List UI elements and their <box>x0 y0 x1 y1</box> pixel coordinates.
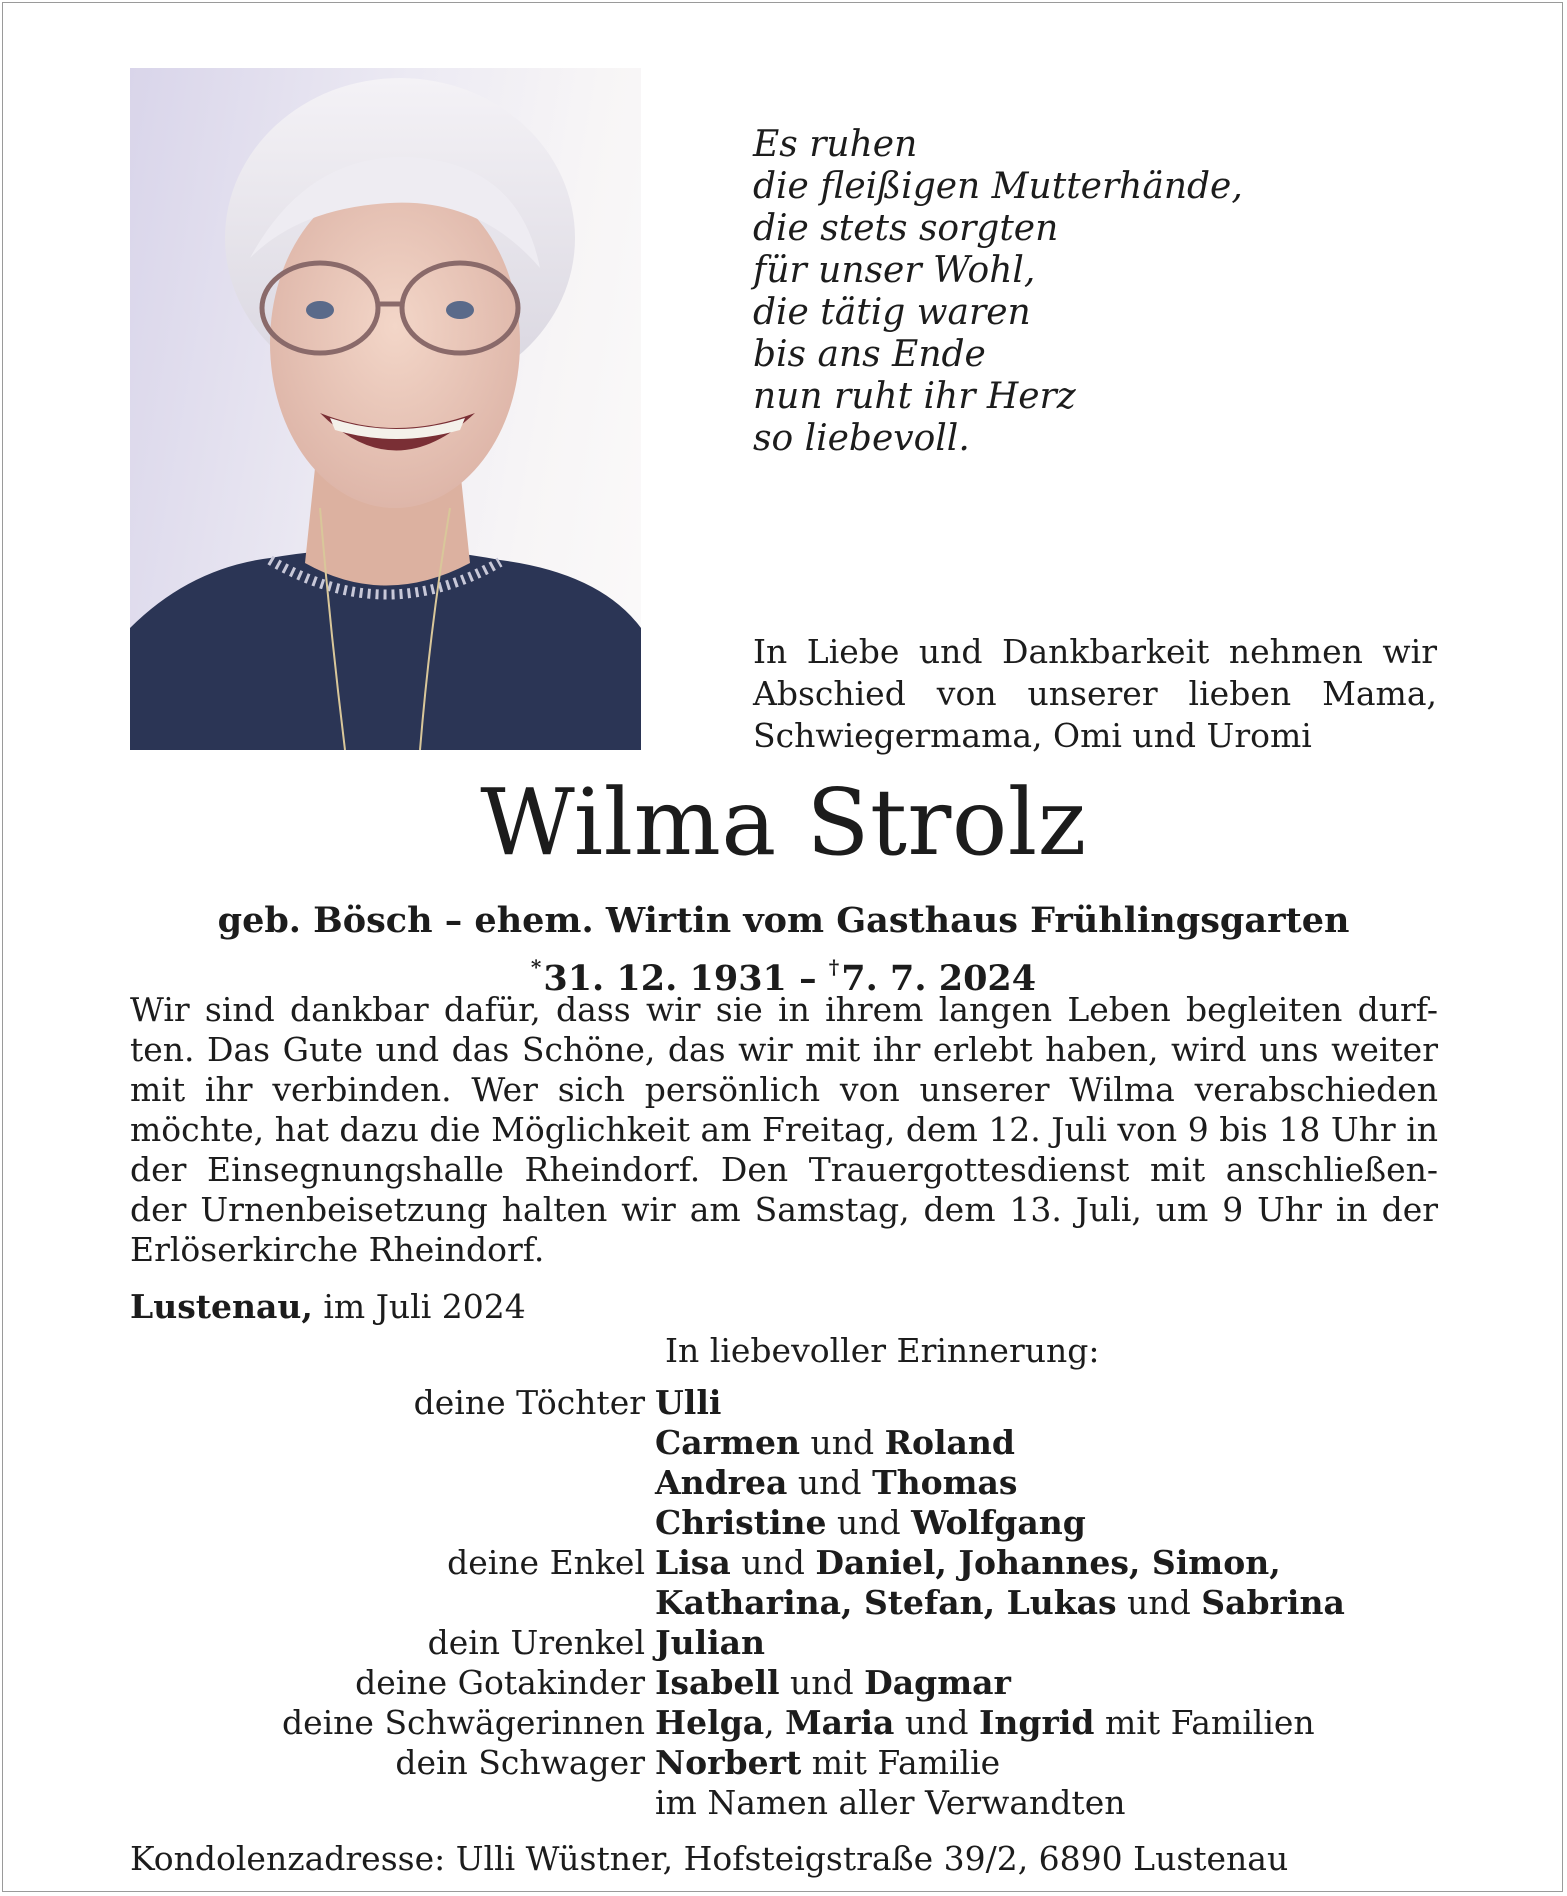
family-names <box>655 1423 1015 1463</box>
place-date <box>130 1287 526 1327</box>
family-member-name: Lisa <box>655 1543 731 1582</box>
place-date-text: im Juli 2024 <box>312 1287 526 1326</box>
family-names <box>655 1623 765 1663</box>
family-member-name: Helga <box>655 1703 765 1742</box>
family-connector: mit Familien <box>1094 1703 1315 1742</box>
family-member-name: Dagmar <box>864 1663 1011 1702</box>
family-names <box>655 1703 1315 1743</box>
poem-line: nun ruht ihr Herz <box>753 376 1076 417</box>
family-row <box>130 1583 1450 1623</box>
family-member-name: Ingrid <box>979 1703 1095 1742</box>
family-connector: und <box>799 1423 885 1462</box>
family-row <box>130 1503 1450 1543</box>
intro-text: In Liebe und Dankbarkeit nehmen wir Abschied von unserer lieben Mama, Schwiegermama, Omi und Uromi <box>753 632 1437 755</box>
death-symbol: † <box>828 955 840 979</box>
family-names <box>655 1783 1125 1823</box>
body-line: der Einsegnungshalle Rheindorf. Den Trauergottesdienst mit anschließen- <box>130 1150 1438 1189</box>
family-member-name: Julian <box>655 1623 766 1662</box>
condolence-address: Kondolenzadresse: Ulli Wüstner, Hofsteigstraße 39/2, 6890 Lustenau <box>130 1839 1289 1878</box>
body-line: Erlöserkirche Rheindorf. <box>130 1230 545 1269</box>
family-member-name: Roland <box>884 1423 1015 1462</box>
poem-line: die fleißigen Mutterhände, <box>753 166 1243 207</box>
family-relation <box>130 1463 655 1503</box>
family-member-name: Daniel, Johannes, Simon, <box>815 1543 1281 1582</box>
family-connector: und <box>1116 1583 1202 1622</box>
family-relation <box>130 1583 655 1623</box>
family-connector: mit Familie <box>801 1743 1001 1782</box>
family-member-name: Andrea <box>655 1463 788 1502</box>
body-line: ten. Das Gute und das Schöne, das wir mit ihr erlebt haben, wird uns weiter <box>130 1030 1438 1069</box>
family-row <box>130 1383 1450 1423</box>
body-line: möchte, hat dazu die Möglichkeit am Freitag, dem 12. Juli von 9 bis 18 Uhr in <box>130 1110 1438 1149</box>
family-row <box>130 1743 1450 1783</box>
family-names <box>655 1503 1086 1543</box>
family-names <box>655 1463 1018 1503</box>
family-relation: dein Urenkel <box>427 1623 645 1662</box>
family-relation: dein Schwager <box>395 1743 645 1782</box>
family-member-name: Christine <box>655 1503 827 1542</box>
family-row <box>130 1703 1450 1743</box>
poem-line: für unser Wohl, <box>753 250 1036 291</box>
portrait-photo <box>130 68 641 750</box>
date-separator: – <box>786 958 829 999</box>
body-line: der Urnenbeisetzung halten wir am Samstag, dem 13. Juli, um 9 Uhr in der <box>130 1190 1438 1229</box>
family-relation <box>130 1783 655 1823</box>
deceased-name: Wilma Strolz <box>480 769 1087 876</box>
family-relation: deine Töchter <box>413 1383 645 1422</box>
poem-line: die tätig waren <box>753 292 1031 333</box>
family-row <box>130 1623 1450 1663</box>
family-relation: deine Schwägerinnen <box>281 1703 645 1742</box>
family-names <box>655 1383 721 1423</box>
family-member-name: Norbert <box>655 1743 802 1782</box>
family-connector: und <box>787 1463 873 1502</box>
family-connector: und <box>779 1663 865 1702</box>
family-member-name: Thomas <box>872 1463 1018 1502</box>
birth-symbol: * <box>530 955 542 979</box>
poem-line: so liebevoll. <box>753 418 970 459</box>
family-member-name: Isabell <box>655 1663 780 1702</box>
family-names <box>655 1743 1000 1783</box>
family-connector: im Namen aller Verwandten <box>655 1783 1126 1822</box>
family-member-name: Ulli <box>655 1383 722 1422</box>
family-list <box>130 1383 1450 1823</box>
memory-heading: In liebevoller Erinnerung: <box>665 1331 1100 1370</box>
subtitle: geb. Bösch – ehem. Wirtin vom Gasthaus Frühlingsgarten <box>217 900 1350 941</box>
family-relation: deine Enkel <box>447 1543 645 1582</box>
family-row <box>130 1423 1450 1463</box>
family-names <box>655 1583 1345 1623</box>
body-line: Wir sind dankbar dafür, dass wir sie in ihrem langen Leben begleiten durf- <box>130 990 1438 1029</box>
family-names <box>655 1663 1011 1703</box>
birth-date: 31. 12. 1931 <box>543 958 787 999</box>
family-connector: und <box>730 1543 816 1582</box>
family-row <box>130 1463 1450 1503</box>
body-line: mit ihr verbinden. Wer sich persönlich von unserer Wilma verabschieden <box>130 1070 1438 1109</box>
family-member-name: Sabrina <box>1201 1583 1345 1622</box>
family-member-name: Maria <box>785 1703 895 1742</box>
poem-line: die stets sorgten <box>753 208 1059 249</box>
family-connector: und <box>894 1703 979 1742</box>
family-connector: , <box>764 1703 786 1742</box>
family-row <box>130 1783 1450 1823</box>
body-text <box>130 990 1438 1270</box>
family-row <box>130 1543 1450 1583</box>
poem <box>753 124 1243 460</box>
family-relation <box>130 1503 655 1543</box>
family-connector: und <box>826 1503 912 1542</box>
family-row <box>130 1663 1450 1703</box>
poem-line: Es ruhen <box>753 124 918 165</box>
family-member-name: Katharina, Stefan, Lukas <box>655 1583 1117 1622</box>
family-relation <box>130 1423 655 1463</box>
family-member-name: Carmen <box>655 1423 800 1462</box>
place-town: Lustenau, <box>130 1287 313 1326</box>
family-names <box>655 1543 1281 1583</box>
poem-line: bis ans Ende <box>753 334 986 375</box>
death-date: 7. 7. 2024 <box>841 958 1037 999</box>
family-relation: deine Gotakinder <box>355 1663 645 1702</box>
family-member-name: Wolfgang <box>911 1503 1086 1542</box>
